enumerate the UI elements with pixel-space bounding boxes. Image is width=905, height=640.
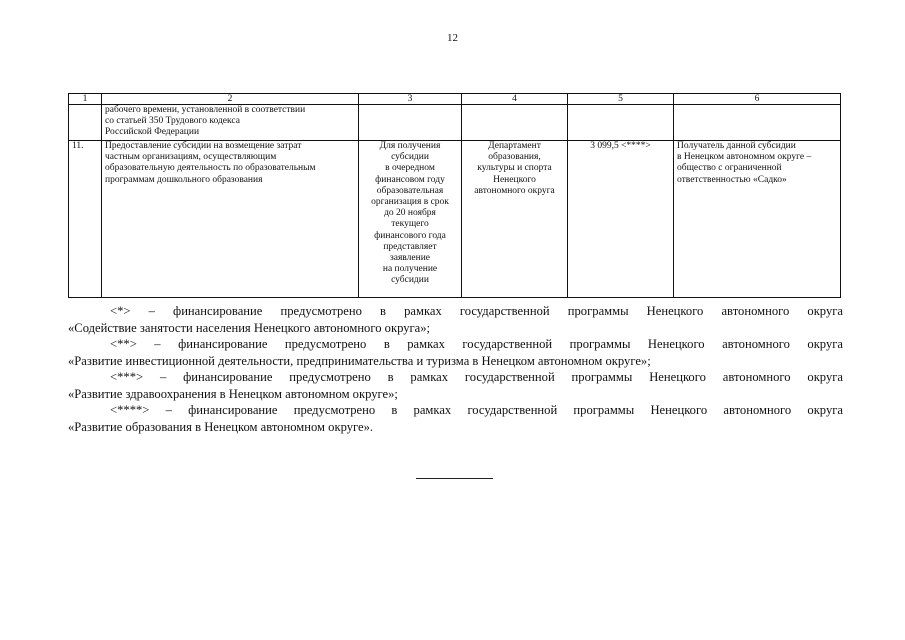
cell-line: программам дошкольного образования — [105, 174, 263, 185]
header-cell: 4 — [462, 94, 568, 105]
footnote-line: <*> – финансирование предусмотрено в рамках государственной программы Ненецкого автономного округа — [110, 304, 843, 318]
cell-line: текущего — [391, 219, 429, 230]
footnote-line: <****> – финансирование предусмотрено в рамках государственной программы Ненецкого автономного округа — [110, 403, 843, 417]
row-number: 11. — [69, 141, 102, 298]
cell-line: со статьей 350 Трудового кодекса — [105, 116, 240, 127]
cell-line: представляет — [383, 241, 437, 252]
cell-line: рабочего времени, установленной в соответствии — [105, 105, 306, 115]
cell-line: до 20 ноября — [384, 208, 436, 219]
subsidy-table — [68, 93, 841, 298]
cell-line: культуры и спорта — [477, 163, 552, 174]
cell-line: субсидии — [391, 275, 429, 286]
row-amount: 3 099,5 <****> — [568, 141, 674, 298]
cell-line: образования, — [488, 152, 541, 163]
row-department — [462, 141, 568, 298]
footnote-line: «Развитие образования в Ненецком автономном округе». — [68, 419, 374, 434]
cell-line: образовательную деятельность по образовательным — [105, 163, 316, 174]
footnote-line: «Содействие занятости населения Ненецкого автономного округа»; — [68, 320, 431, 335]
table-row-continuation — [69, 105, 841, 141]
table-header-row — [69, 94, 841, 105]
cell-line: в очередном — [385, 163, 435, 174]
cell-line: финансовом году — [375, 174, 445, 185]
footnote-line: «Развитие здравоохранения в Ненецком автономном округе»; — [68, 386, 398, 401]
cell-line: Получатель данной субсидии — [677, 141, 796, 151]
row-recipient — [674, 141, 841, 298]
footnote-line: <**> – финансирование предусмотрено в рамках государственной программы Ненецкого автономного округа — [110, 337, 843, 351]
table-cell — [69, 105, 102, 141]
header-cell: 5 — [568, 94, 674, 105]
row-terms — [359, 141, 462, 298]
cell-line: Предоставление субсидии на возмещение затрат — [105, 141, 302, 151]
table-cell — [674, 105, 841, 141]
page-number: 12 — [447, 32, 458, 44]
cell-line: частным организациям, осуществляющим — [105, 152, 277, 163]
end-rule — [416, 478, 493, 479]
footnote-line: «Развитие инвестиционной деятельности, предпринимательства и туризма в Ненецком автономном округе»; — [68, 353, 651, 368]
cell-line: субсидии — [391, 152, 429, 163]
cell-line: образовательная — [376, 185, 444, 196]
header-cell: 3 — [359, 94, 462, 105]
footnote-line: <***> – финансирование предусмотрено в рамках государственной программы Ненецкого автономного округа — [110, 370, 843, 384]
cell-line: Российской Федерации — [105, 127, 200, 138]
cell-line: ответственностью «Садко» — [677, 174, 787, 185]
table-cell — [102, 105, 359, 141]
header-cell: 2 — [102, 94, 359, 105]
cell-line: организация в срок — [371, 197, 449, 208]
table-cell — [568, 105, 674, 141]
header-cell: 6 — [674, 94, 841, 105]
cell-line: Ненецкого — [493, 174, 536, 185]
cell-line: в Ненецком автономном округе – — [677, 152, 812, 163]
cell-line: заявление — [389, 253, 431, 264]
footnotes — [68, 303, 843, 435]
cell-line: Департамент — [488, 141, 541, 151]
cell-line: финансового года — [374, 230, 446, 241]
header-cell: 1 — [69, 94, 102, 105]
table-cell — [462, 105, 568, 141]
table-cell — [359, 105, 462, 141]
table-row — [69, 141, 841, 298]
cell-line: общество с ограниченной — [677, 163, 782, 174]
cell-line: Для получения — [379, 141, 441, 151]
row-description — [102, 141, 359, 298]
cell-line: автономного округа — [474, 185, 555, 196]
cell-line: на получение — [382, 264, 438, 275]
